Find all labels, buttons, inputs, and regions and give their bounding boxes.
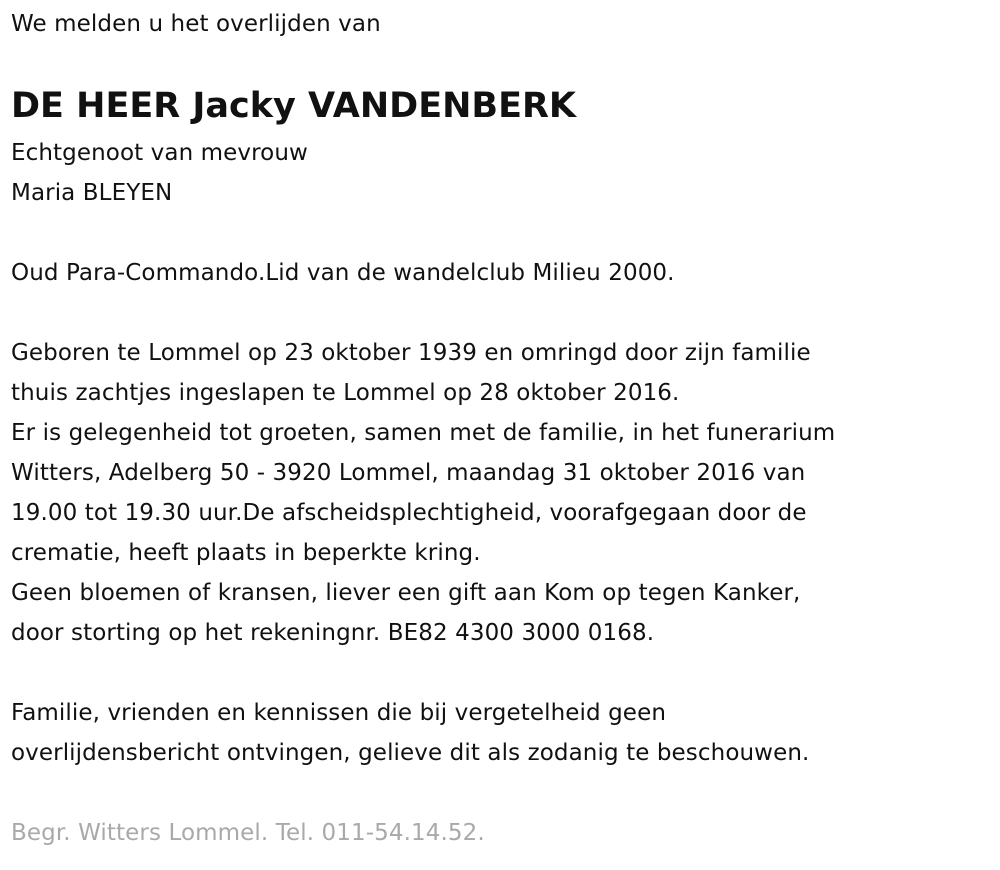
details-line: door storting op het rekeningnr. BE82 4300 3000 0168. [11, 620, 655, 646]
spouse-line: Maria BLEYEN [11, 180, 173, 206]
membership-block [11, 253, 675, 293]
spouse-block [11, 133, 308, 213]
details-block [11, 333, 835, 653]
details-line: Er is gelegenheid tot groeten, samen met de familie, in het funerarium [11, 420, 836, 446]
details-line: Geen bloemen of kransen, liever een gift aan Kom op tegen Kanker, [11, 580, 801, 606]
intro-text: We melden u het overlijden van [11, 11, 381, 37]
details-line: crematie, heeft plaats in beperkte kring. [11, 540, 481, 566]
spouse-line: Echtgenoot van mevrouw [11, 140, 308, 166]
details-line: Geboren te Lommel op 23 oktober 1939 en omringd door zijn familie [11, 340, 811, 366]
family-note-line: Familie, vrienden en kennissen die bij vergetelheid geen [11, 700, 666, 726]
deceased-name: DE HEER Jacky VANDENBERK [11, 86, 577, 126]
family-note-line: overlijdensbericht ontvingen, gelieve dit als zodanig te beschouwen. [11, 740, 810, 766]
membership-line: Oud Para-Commando.Lid van de wandelclub Milieu 2000. [11, 260, 675, 286]
details-line: thuis zachtjes ingeslapen te Lommel op 28 oktober 2016. [11, 380, 680, 406]
family-note-block [11, 693, 809, 773]
details-line: 19.00 tot 19.30 uur.De afscheidsplechtigheid, voorafgegaan door de [11, 500, 807, 526]
details-line: Witters, Adelberg 50 - 3920 Lommel, maandag 31 oktober 2016 van [11, 460, 806, 486]
funeral-home-footer: Begr. Witters Lommel. Tel. 011-54.14.52. [11, 820, 485, 846]
